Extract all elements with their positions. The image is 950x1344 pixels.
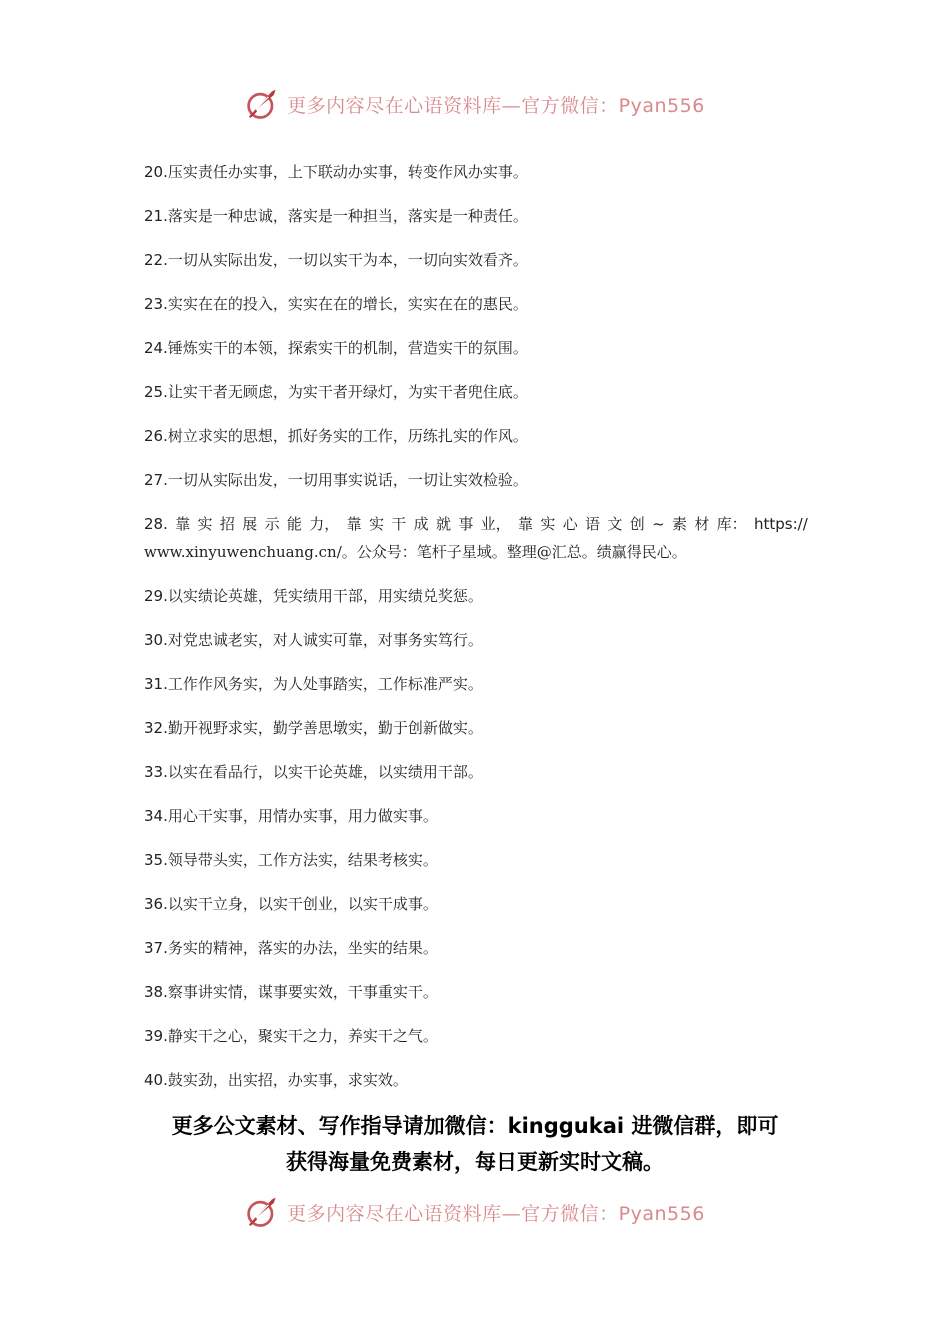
- banner-text: 更多内容尽在心语资料库—官方微信：Pyan556: [287, 94, 705, 117]
- banner-wechat-id: Pyan556: [618, 94, 705, 117]
- list-item: 32.勤开视野求实，勤学善思墩实，勤于创新做实。: [144, 719, 483, 737]
- list-item: 36.以实干立身，以实干创业，以实干成事。: [144, 895, 438, 913]
- list-item: 38.察事讲实情，谋事要实效，干事重实干。: [144, 983, 438, 1001]
- list-item: 35.领导带头实，工作方法实，结果考核实。: [144, 851, 438, 869]
- list-item: 39.静实干之心，聚实干之力，养实干之气。: [144, 1027, 438, 1045]
- list-item: 25.让实干者无顾虑，为实干者开绿灯，为实干者兜住底。: [144, 383, 528, 401]
- item-28-line2: www.xinyuwenchuang.cn/。公众号：笔杆子星域。整理@汇总。绩赢得民心。: [144, 543, 687, 561]
- list-item: 34.用心干实事，用情办实事，用力做实事。: [144, 807, 438, 825]
- list-item: 40.鼓实劲，出实招，办实事，求实效。: [144, 1071, 408, 1089]
- list-item: 24.锤炼实干的本领，探索实干的机制，营造实干的氛围。: [144, 339, 528, 357]
- list-item: 22.一切从实际出发，一切以实干为本，一切向实效看齐。: [144, 251, 528, 269]
- quill-logo-icon: [245, 86, 281, 122]
- item-28-line1: 28. 靠 实 招 展 示 能 力， 靠 实 干 成 就 事 业， 靠 实 心 语 文 创 ~ 素 材 库： https://: [144, 515, 808, 533]
- list-item: 30.对党忠诚老实，对人诚实可靠，对事务实笃行。: [144, 631, 483, 649]
- list-item: 26.树立求实的思想，抓好务实的工作，历练扎实的作风。: [144, 427, 528, 445]
- list-item: 31.工作作风务实，为人处事踏实，工作标准严实。: [144, 675, 483, 693]
- quill-logo-icon: [245, 1194, 281, 1230]
- list-item: 37.务实的精神，落实的办法，坐实的结果。: [144, 939, 438, 957]
- list-item: 20.压实责任办实事，上下联动办实事，转变作风办实事。: [144, 163, 528, 181]
- footer-note: [0, 1108, 950, 1180]
- list-item: 33.以实在看品行，以实干论英雄，以实绩用干部。: [144, 763, 483, 781]
- header-banner: [0, 84, 950, 124]
- footer-note-line2: 获得海量免费素材，每日更新实时文稿。: [286, 1150, 664, 1174]
- footer-note-line1: 更多公文素材、写作指导请加微信：kinggukai 进微信群，即可: [171, 1114, 779, 1138]
- footer-banner: [0, 1192, 950, 1232]
- list-item: 27.一切从实际出发，一切用事实说话，一切让实效检验。: [144, 471, 528, 489]
- banner-wechat-id: Pyan556: [618, 1202, 705, 1225]
- banner-text: 更多内容尽在心语资料库—官方微信：Pyan556: [287, 1202, 705, 1225]
- list-item: 23.实实在在的投入，实实在在的增长，实实在在的惠民。: [144, 295, 528, 313]
- list-item: 29.以实绩论英雄，凭实绩用干部，用实绩兑奖惩。: [144, 587, 483, 605]
- list-item-28: [144, 510, 808, 566]
- list-item: 21.落实是一种忠诚，落实是一种担当，落实是一种责任。: [144, 207, 528, 225]
